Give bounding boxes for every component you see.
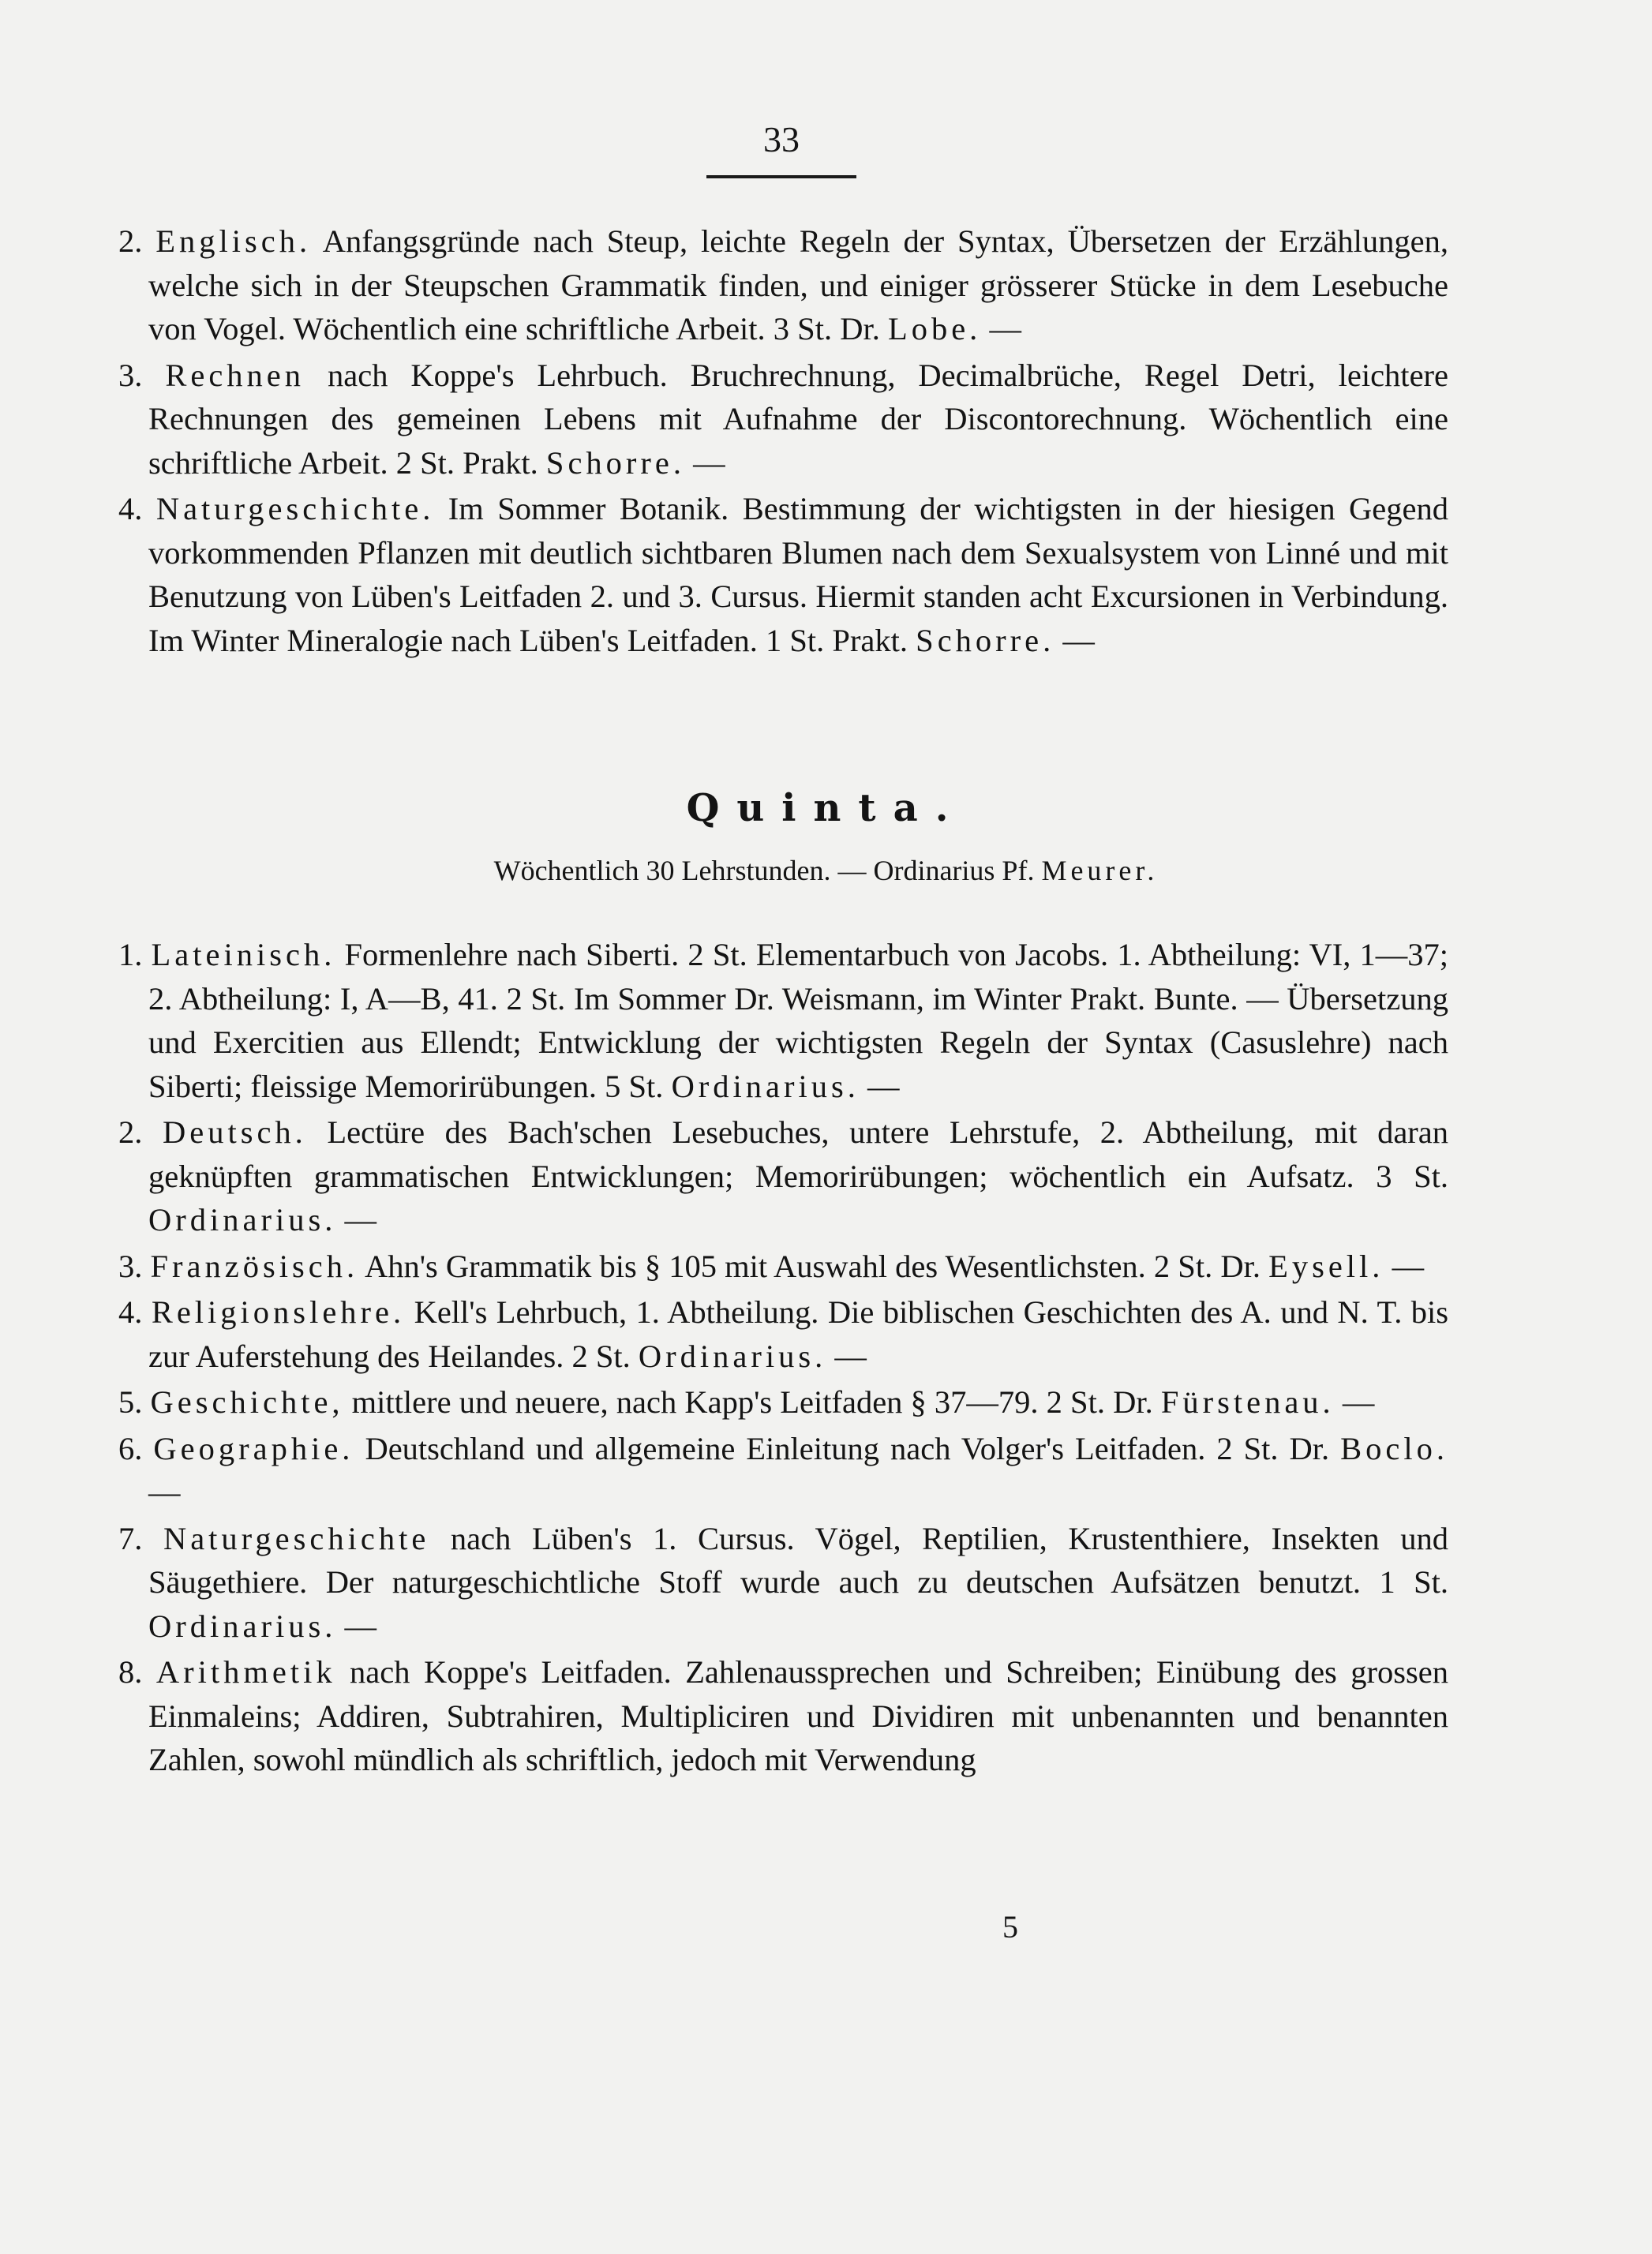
curriculum-entry (118, 1110, 1448, 1242)
entry-tail: — (685, 444, 725, 481)
entry-teacher: Boclo. (1340, 1430, 1449, 1466)
entry-subject: Französisch. (150, 1248, 359, 1284)
entry-subject: Englisch. (155, 223, 312, 259)
section-heading: Quinta. (686, 786, 966, 830)
entry-subject: Arithmetik (155, 1654, 336, 1690)
entry-text: Formenlehre nach Siberti. 2 St. Elementarbuch von Jacobs. 1. Abtheilung: VI, 1—37; 2. Abtheilung: I, A—B, 41. 2 St. Im Sommer Dr. Weismann, im Winter Prakt. Bunte. — Übersetzung und Exercitien aus Ellendt; Entwicklung der wichtigsten Regeln der Syntax (Casuslehre) nach Siberti; fleissige Memorirübungen. 5 St. (148, 937, 1449, 1104)
entry-text: mittlere und neuere, nach Kapp's Leitfaden § 37—79. 2 St. Dr. (343, 1384, 1161, 1420)
entry-teacher: Lobe. (887, 311, 982, 346)
entry-text: Lectüre des Bach'schen Lesebuches, untere Lehrstufe, 2. Abtheilung, mit daran geknüpften grammatischen Entwicklungen; Memorirübungen; wöchentlich ein Aufsatz. 3 St. (148, 1114, 1449, 1194)
curriculum-entry (118, 487, 1448, 662)
entry-number: 7. (118, 1520, 143, 1556)
curriculum-list-quinta (118, 933, 1448, 1784)
entry-subject: Lateinisch. (151, 937, 336, 972)
entry-teacher: Ordinarius. (638, 1338, 827, 1374)
entry-tail: — (826, 1338, 867, 1374)
entry-number: 8. (118, 1654, 143, 1690)
entry-text: nach Lüben's 1. Cursus. Vögel, Reptilien, Krustenthiere, Insekten und Säugethiere. Der naturgeschichtliche Stoff wurde auch zu deutschen Aufsätzen benutzt. 1 St. (148, 1520, 1448, 1600)
curriculum-entry (118, 1380, 1448, 1425)
entry-text: Im Sommer Botanik. Bestimmung der wichtigsten in der hiesigen Gegend vorkommenden Pflanzen mit deutlich sichtbaren Blumen nach dem Sexualsystem von Linné und mit Benutzung von Lüben's Leitfaden 2. und 3. Cursus. Hiermit standen acht Excursionen in Verbindung. Im Winter Mineralogie nach Lüben's Leitfaden. 1 St. Prakt. (148, 491, 1449, 658)
entry-teacher: Ordinarius. (148, 1608, 337, 1644)
page-number: 33 (763, 119, 800, 159)
entry-teacher: Schorre. (545, 444, 685, 481)
entry-text: nach Koppe's Lehrbuch. Bruchrechnung, Decimalbrüche, Regel Detri, leichtere Rechnungen des gemeinen Lebens mit Aufnahme der Discontorechnung. Wöchentlich eine schriftliche Arbeit. 2 St. Prakt. (148, 357, 1449, 481)
subheading-text: Wöchentlich 30 Lehrstunden. — Ordinarius Pf. (493, 855, 1042, 886)
entry-subject: Religionslehre. (151, 1294, 406, 1330)
curriculum-entry (118, 1245, 1448, 1289)
entry-teacher: Schorre. (916, 622, 1055, 658)
ordinarius-name: Meurer. (1041, 855, 1159, 886)
entry-tail: — (148, 1474, 181, 1510)
entry-subject: Naturgeschichte (163, 1520, 430, 1556)
curriculum-entry (118, 219, 1448, 351)
entry-teacher: Eysell. (1268, 1248, 1384, 1284)
entry-text: nach Koppe's Leitfaden. Zahlenaussprechen und Schreiben; Einübung des grossen Einmaleins; Addiren, Subtrahiren, Multipliciren und Dividiren mit unbenannten und benannten Zahlen, sowohl mündlich als schriftlich, jedoch mit Verwendung (148, 1654, 1449, 1777)
entry-text: Ahn's Grammatik bis § 105 mit Auswahl des Wesentlichsten. 2 St. Dr. (358, 1248, 1269, 1284)
entry-number: 3. (118, 1248, 143, 1284)
entry-number: 1. (118, 937, 143, 972)
entry-teacher: Ordinarius. (671, 1068, 860, 1104)
entry-tail: — (1384, 1248, 1425, 1284)
entry-tail: — (981, 311, 1021, 346)
curriculum-entry (118, 1650, 1448, 1782)
entry-text: Anfangsgründe nach Steup, leichte Regeln der Syntax, Übersetzen der Erzählungen, welche sich in der Steupschen Grammatik finden, und einiger grösserer Stücke in dem Lesebuche von Vogel. Wöchentlich eine schriftliche Arbeit. 3 St. Dr. (148, 223, 1449, 346)
entry-number: 5. (118, 1384, 143, 1420)
curriculum-entry (118, 1290, 1448, 1378)
header-rule (706, 175, 856, 178)
section-subheading (118, 854, 1534, 887)
entry-subject: Deutsch. (162, 1114, 307, 1150)
entry-number: 6. (118, 1430, 143, 1466)
signature-mark: 5 (1002, 1909, 1018, 1945)
entry-tail: — (1055, 622, 1095, 658)
curriculum-entry (118, 1517, 1448, 1649)
entry-subject: Geschichte, (150, 1384, 344, 1420)
entry-number: 4. (118, 491, 143, 526)
entry-tail: — (1334, 1384, 1375, 1420)
curriculum-list-upper (118, 219, 1448, 665)
entry-subject: Rechnen (165, 357, 305, 393)
entry-tail: — (336, 1608, 376, 1644)
entry-number: 4. (118, 1294, 143, 1330)
entry-tail: — (859, 1068, 900, 1104)
curriculum-entry (118, 933, 1448, 1108)
entry-subject: Naturgeschichte. (155, 491, 435, 526)
entry-number: 3. (118, 357, 143, 393)
entry-text: Kell's Lehrbuch, 1. Abtheilung. Die biblischen Geschichten des A. und N. T. bis zur Auferstehung des Heilandes. 2 St. (148, 1294, 1449, 1374)
entry-number: 2. (118, 1114, 143, 1150)
entry-tail: — (336, 1202, 376, 1237)
entry-teacher: Ordinarius. (148, 1202, 337, 1237)
entry-number: 2. (118, 223, 143, 259)
entry-subject: Geographie. (153, 1430, 354, 1466)
entry-text: Deutschland und allgemeine Einleitung nach Volger's Leitfaden. 2 St. Dr. (354, 1430, 1341, 1466)
curriculum-entry (118, 354, 1448, 485)
curriculum-entry (118, 1427, 1448, 1515)
entry-teacher: Fürstenau. (1160, 1384, 1335, 1420)
